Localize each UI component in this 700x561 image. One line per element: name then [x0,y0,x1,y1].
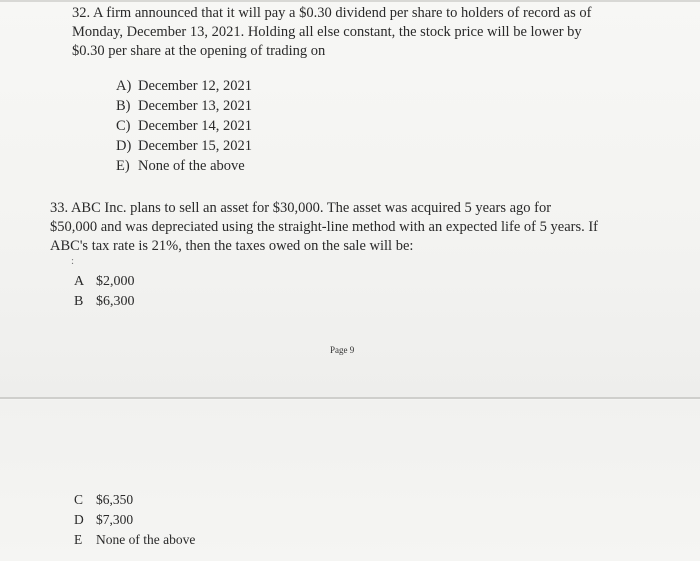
option-text: $7,300 [96,512,134,527]
option-item [116,136,252,156]
option-item [74,510,195,530]
option-letter: E) [116,158,130,174]
option-letter: D [74,512,84,527]
option-text: December 14, 2021 [138,118,252,134]
option-item [74,272,135,292]
question-32-text: 32. A firm announced that it will pay a $0.30 dividend per share to holders of record as of Monday, December 13, 2021. Holding all else constant, the stock price will be lower by $0.30 per share at the opening of trading on [72,5,592,59]
stray-colon-mark: : [71,255,75,267]
option-letter: B [74,294,84,309]
option-item [74,292,135,312]
question-32-options [116,76,252,176]
option-letter: E [74,532,83,547]
question-32 [72,4,672,61]
question-33-options-first [74,272,135,312]
option-text: $6,300 [96,294,135,309]
option-item [116,156,252,176]
option-letter: C) [116,118,131,134]
option-letter: D) [116,138,132,154]
option-item [74,530,195,550]
option-text: December 15, 2021 [138,138,252,154]
question-33-text: 33. ABC Inc. plans to sell an asset for $30,000. The asset was acquired 5 years ago for $50,000 and was depreciated using the straight-line method with an expected life of 5 years. If ABC's tax rate is 21%, then the taxes owed on the sale will be: [50,200,599,254]
option-letter: A [74,274,85,289]
question-33 [50,199,670,256]
option-text: None of the above [96,532,196,547]
option-text: None of the above [138,158,245,174]
option-item [74,490,195,510]
option-letter: C [74,492,84,507]
page-break-divider [0,397,700,399]
option-text: $6,350 [96,492,134,507]
option-item [116,116,252,136]
option-item [116,96,252,116]
page-top-edge [0,0,700,2]
option-letter: A) [116,78,132,94]
page-number: Page 9 [330,345,355,355]
option-letter: B) [116,98,131,114]
option-text: $2,000 [96,274,135,289]
option-text: December 13, 2021 [138,98,252,114]
option-text: December 12, 2021 [138,78,252,94]
option-item [116,76,252,96]
question-33-options-second [74,490,195,550]
